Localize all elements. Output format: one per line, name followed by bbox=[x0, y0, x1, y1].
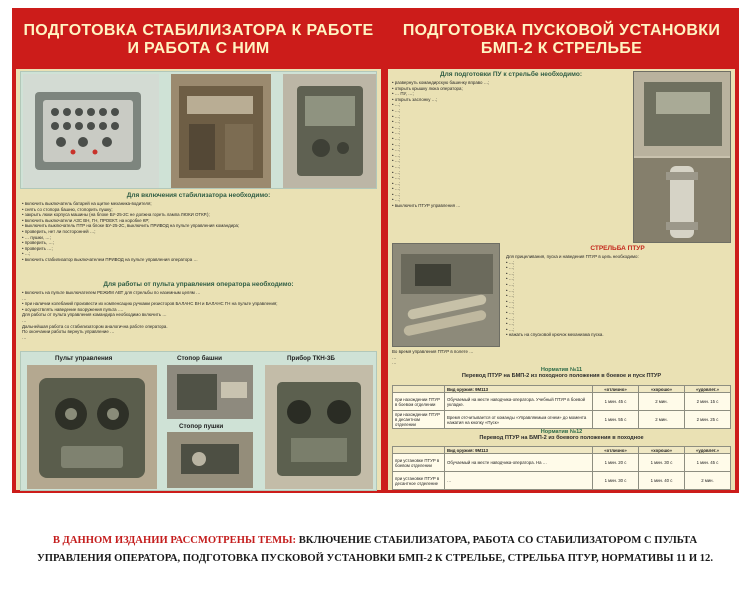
left-title bbox=[16, 11, 381, 69]
table-cell: при нахождении ПТУР в десантном отделении bbox=[393, 411, 445, 429]
table-row bbox=[393, 454, 731, 472]
text-line: • …; bbox=[392, 124, 401, 130]
text-line: • открыть заслонку …; bbox=[392, 96, 438, 102]
text-line: • развернуть командирскую башенку вправо …; bbox=[392, 80, 490, 85]
table-cell: при нахождении ПТУР в боевом отделении bbox=[393, 393, 445, 411]
text-line: • выключить выключатель ПТР на блоке БУ-25-2С, выключить ПРИВОД на пульте управления командира; bbox=[22, 223, 240, 229]
table-cell: Обучаемый на месте наводчика-оператора. Учебный ПТУР в боевой укладке. bbox=[445, 393, 593, 411]
text-line: Для работы от пульта управления командира необходимо включить … bbox=[22, 312, 167, 318]
left-section2-title: Для работы от пульта управления оператора необходимо: bbox=[103, 281, 294, 288]
text-line: • …; bbox=[506, 270, 515, 276]
right-section2-text bbox=[506, 254, 731, 344]
text-line: • проверить, …; bbox=[22, 240, 54, 246]
text-line: • … ПУ, …; bbox=[392, 91, 414, 97]
text-line: • …; bbox=[506, 309, 515, 315]
missile-photo-art bbox=[393, 244, 500, 347]
text-line: По окончании работы вернуть управление … bbox=[22, 329, 115, 335]
text-line: • …; bbox=[392, 130, 401, 136]
right-column bbox=[388, 11, 735, 490]
text-line: … bbox=[22, 295, 27, 301]
text-line: • …; bbox=[392, 147, 401, 153]
text-line: • …; bbox=[506, 298, 515, 304]
table-cell: 1 мин. 30 с bbox=[593, 472, 639, 490]
table-row bbox=[393, 393, 731, 411]
text-line: • …; bbox=[506, 304, 515, 310]
left-section2-text bbox=[22, 290, 376, 344]
table-header: «удовлет.» bbox=[685, 386, 731, 393]
text-line: • …; bbox=[392, 113, 401, 119]
table-header: Вид оружия: 9М113 bbox=[445, 386, 593, 393]
table-cell: 2 мин. bbox=[639, 411, 685, 429]
table-header bbox=[393, 386, 445, 393]
text-line: • …; bbox=[392, 158, 401, 164]
launcher-photo-art bbox=[634, 72, 731, 243]
text-line: • …; bbox=[506, 287, 515, 293]
caption-turret-lock: Стопор башни bbox=[177, 355, 222, 362]
norm11-table bbox=[392, 385, 731, 429]
table-header: «отлично» bbox=[593, 447, 639, 454]
text-line: • проверить …; bbox=[22, 245, 53, 251]
text-line: • …; bbox=[392, 197, 401, 203]
table-cell: Обучаемый на месте наводчика-оператора. На … bbox=[445, 454, 593, 472]
right-section2-title: СТРЕЛЬБА ПТУР bbox=[590, 245, 645, 252]
table-cell: 2 мин. bbox=[639, 393, 685, 411]
table-header-row bbox=[393, 386, 731, 393]
table-cell: 1 мин. 40 с bbox=[639, 472, 685, 490]
text-line: • …; bbox=[392, 180, 401, 186]
text-line: • …; bbox=[22, 251, 31, 257]
footer-line2: УПРАВЛЕНИЯ ОПЕРАТОРА, ПОДГОТОВКА ПУСКОВОЙ УСТАНОВКИ БМП-2 К СТРЕЛЬБЕ, СТРЕЛЬБА ПТУР, НОРМАТИВЫ 11 И 12. bbox=[36, 553, 713, 564]
left-section1-title: Для включения стабилизатора необходимо: bbox=[126, 192, 271, 199]
right-section1-title: Для подготовки ПУ к стрельбе необходимо: bbox=[439, 71, 583, 78]
stabilizer-photos bbox=[21, 72, 377, 189]
table-row bbox=[393, 411, 731, 429]
text-line: • …; bbox=[506, 259, 515, 265]
footer-line1 bbox=[14, 532, 736, 550]
table-cell: 2 мин. bbox=[685, 472, 731, 490]
text-line: • …; bbox=[392, 107, 401, 113]
text-line: • …; bbox=[392, 191, 401, 197]
missile-photo bbox=[392, 243, 500, 347]
table-cell: при установке ПТУР в боевом отделении bbox=[393, 454, 445, 472]
control-photos bbox=[21, 352, 377, 491]
right-section2-tail bbox=[392, 349, 731, 365]
right-title-line2: БМП-2 К СТРЕЛЬБЕ bbox=[480, 40, 643, 57]
text-line: … bbox=[22, 317, 27, 323]
table-row bbox=[393, 472, 731, 490]
footer-topics-part1: ВКЛЮЧЕНИЕ СТАБИЛИЗАТОРА, РАБОТА СО СТАБИЛИЗАТОРОМ С ПУЛЬТА bbox=[296, 535, 698, 546]
table-cell: 2 мин. 25 с bbox=[685, 411, 731, 429]
text-line: • включить стабилизатор выключателем ПРИВОД на пульте управления оператора … bbox=[22, 256, 198, 262]
table-cell: 1 мин. 30 с bbox=[639, 454, 685, 472]
text-line: • …; bbox=[392, 186, 401, 192]
text-line: Во время управления ПТУР в полете … bbox=[392, 349, 474, 354]
left-panel bbox=[16, 69, 381, 490]
table-header: «отлично» bbox=[593, 386, 639, 393]
text-line: • осуществлять наведение вооружения пульта …. bbox=[22, 306, 124, 312]
footer-lead: В ДАННОМ ИЗДАНИИ РАССМОТРЕНЫ ТЕМЫ: bbox=[52, 535, 297, 546]
table-cell: … bbox=[445, 472, 593, 490]
text-line: • …; bbox=[392, 119, 401, 125]
text-line: • …; bbox=[506, 276, 515, 282]
text-line: • включить на пульте выключателем РЕЖИМ АВТ для стрельбы по наземным целям … bbox=[22, 290, 201, 295]
norm12-text: Перевод ПТУР на БМП-2 из боевого положения в походное bbox=[479, 435, 644, 441]
table-cell: 2 мин. 15 с bbox=[685, 393, 731, 411]
text-line: • выключить ПТУР управления … bbox=[392, 203, 461, 209]
text-line: • …; bbox=[392, 102, 401, 108]
table-cell: 1 мин. 45 с bbox=[593, 393, 639, 411]
right-panel bbox=[388, 69, 735, 490]
text-line: • …; bbox=[392, 169, 401, 175]
right-title-line1: ПОДГОТОВКА ПУСКОВОЙ УСТАНОВКИ bbox=[402, 22, 721, 39]
text-line: … bbox=[392, 354, 397, 360]
table-header: «хорошо» bbox=[639, 447, 685, 454]
caption-tkn3b-device: Прибор ТКН-3Б bbox=[287, 355, 335, 362]
launcher-photo bbox=[633, 71, 731, 243]
text-line: • при наличии колебаний произвести их компенсацию ручками резисторов БАЛАНС ВН и БАЛАНС ГН на пульте управления; bbox=[22, 301, 278, 307]
text-line: • открыть крышку люка оператора; bbox=[392, 85, 463, 91]
text-line: • …; bbox=[506, 321, 515, 327]
norm12-number: Норматив №12 bbox=[540, 429, 583, 435]
table-header: «удовлет.» bbox=[685, 447, 731, 454]
text-line: Дальнейшая работа со стабилизатором аналогична работе оператора. bbox=[22, 323, 168, 329]
left-bottom-photo-frame bbox=[20, 351, 377, 491]
text-line: Для прицеливания, пуска и наведения ПТУР в цель необходимо: bbox=[506, 254, 639, 259]
text-line: • включить выключатели АЗС ВН, ГН, ПРОЕКТ. на коробке КР; bbox=[22, 217, 150, 223]
norm12-table bbox=[392, 446, 731, 490]
text-line: • снять со стопора башню, стопорить пушку; bbox=[22, 206, 113, 212]
table-cell: 1 мин. 45 с bbox=[685, 454, 731, 472]
text-line: • …; bbox=[392, 135, 401, 141]
text-line: • … пушки, …; bbox=[22, 234, 51, 240]
table-cell: 1 мин. 20 с bbox=[593, 454, 639, 472]
table-cell: при установке ПТУР в десантное отделение bbox=[393, 472, 445, 490]
text-line: • …; bbox=[392, 141, 401, 147]
text-line: • …; bbox=[506, 265, 515, 271]
table-cell: 1 мин. 55 с bbox=[593, 411, 639, 429]
table-header-row bbox=[393, 447, 731, 454]
table-header: «хорошо» bbox=[639, 386, 685, 393]
text-line: • …; bbox=[506, 326, 515, 332]
table-cell: Время отсчитывается от команды «Управляемым огнем» до момента нажатия на кнопку «Пуск» bbox=[445, 411, 593, 429]
text-line: • …; bbox=[392, 152, 401, 158]
left-photo-frame bbox=[20, 71, 377, 189]
left-title-line1: ПОДГОТОВКА СТАБИЛИЗАТОРА К РАБОТЕ bbox=[23, 22, 374, 39]
footer-caption bbox=[14, 532, 736, 568]
poster bbox=[12, 8, 739, 493]
text-line: • …; bbox=[392, 175, 401, 181]
table-header: Вид оружия: 9М113 bbox=[445, 447, 593, 454]
text-line: • нажать на спусковой крючок механизма пуска. bbox=[506, 332, 604, 338]
left-section1-text bbox=[22, 201, 376, 265]
caption-gun-lock: Стопор пушки bbox=[179, 423, 224, 430]
text-line: • включить выключатель батарей на щитке механика-водителя; bbox=[22, 201, 152, 206]
norm11-number: Норматив №11 bbox=[540, 367, 583, 373]
text-line: • …; bbox=[392, 163, 401, 169]
right-title bbox=[388, 11, 735, 69]
text-line: … bbox=[22, 334, 27, 340]
text-line: • …; bbox=[506, 315, 515, 321]
text-line: • проверить, нет ли посторонней …; bbox=[22, 228, 96, 234]
text-line: • …; bbox=[506, 293, 515, 299]
text-line: … bbox=[392, 360, 397, 365]
norm11-title bbox=[392, 367, 731, 379]
right-section1-text bbox=[392, 80, 630, 238]
norm12-title bbox=[392, 429, 731, 441]
norm11-text: Перевод ПТУР на БМП-2 из походного положения в боевое и пуск ПТУР bbox=[461, 373, 662, 379]
text-line: • закрыть люки корпуса машины (на блоке БУ-25-2С не должна гореть лампа ЛЮКИ ОТКР.); bbox=[22, 212, 210, 218]
text-line: • …; bbox=[506, 281, 515, 287]
table-header bbox=[393, 447, 445, 454]
left-column bbox=[16, 11, 381, 490]
left-title-line2: И РАБОТА С НИМ bbox=[127, 40, 270, 57]
caption-control-panel: Пульт управления bbox=[55, 355, 113, 362]
